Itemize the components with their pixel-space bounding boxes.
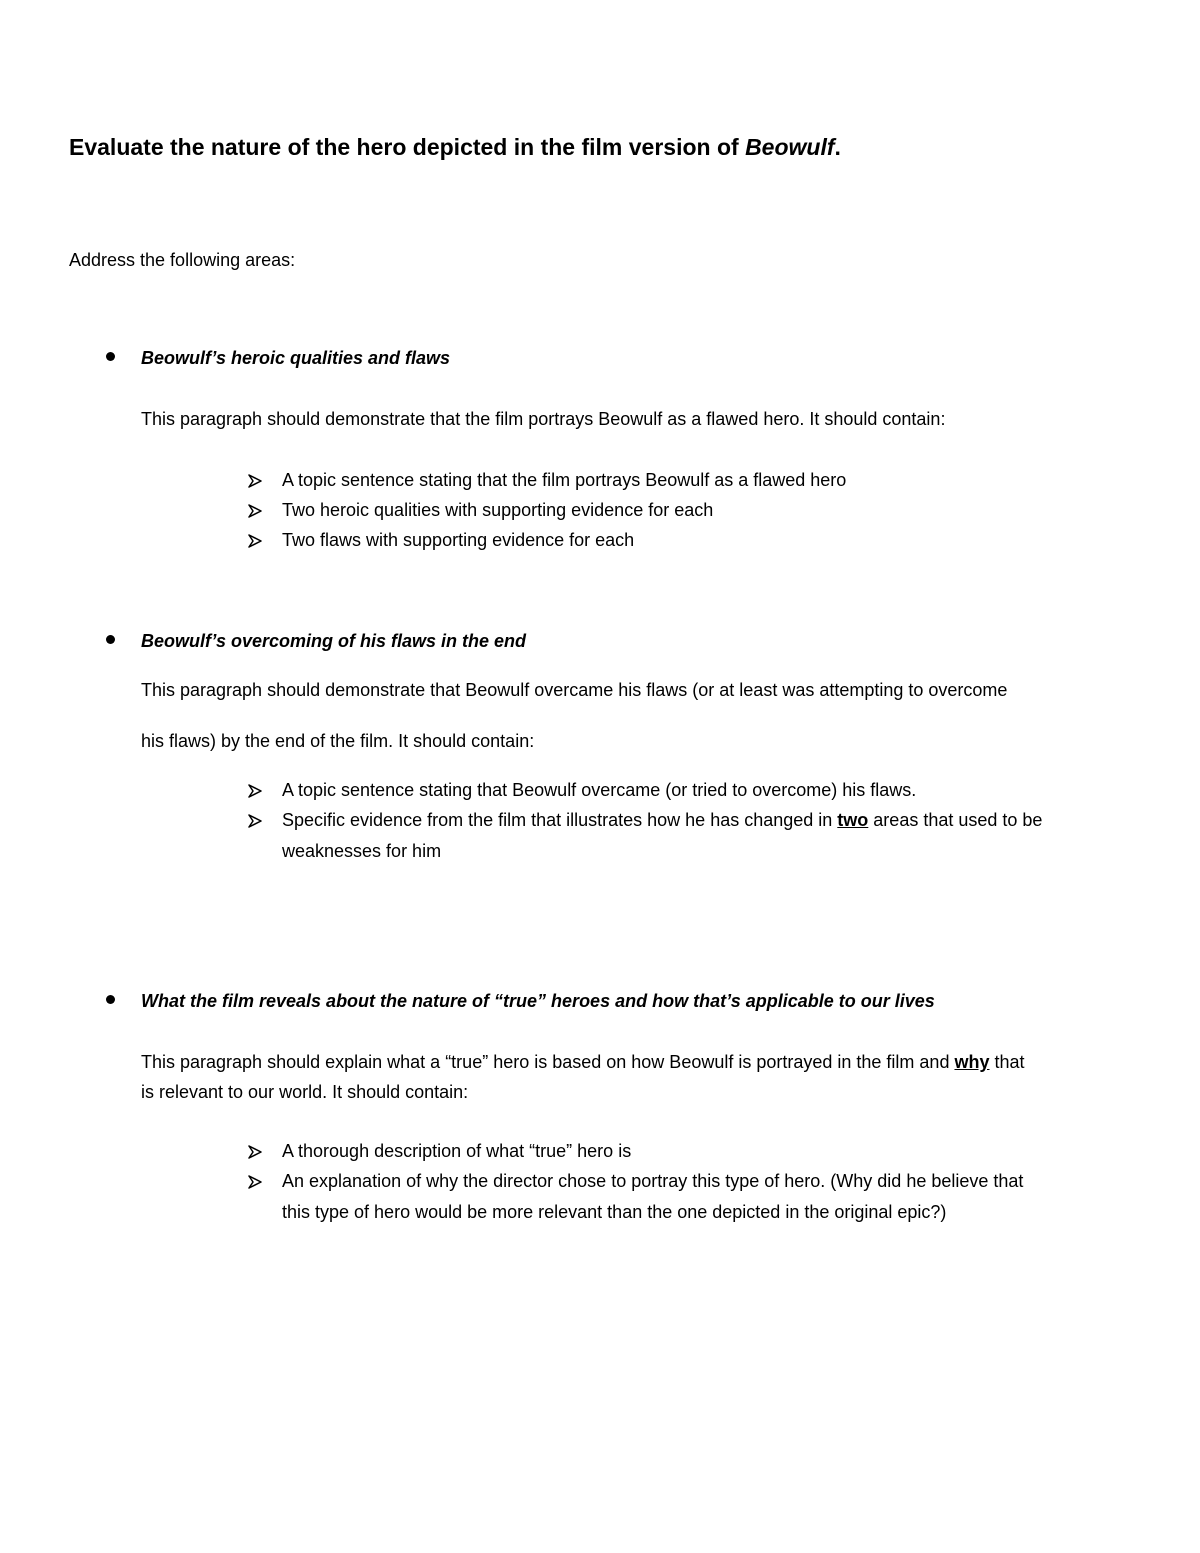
section3-paragraph-line2: is relevant to our world. It should contain: [141,1082,469,1102]
section3-item: A thorough description of what “true” hero is [282,1141,632,1161]
section1-item: Two flaws with supporting evidence for each [282,530,635,550]
item-text: Specific evidence from the film that illustrates how he has changed in [282,810,838,830]
section2-item-continuation: weaknesses for him [282,841,442,861]
page-title [69,134,841,161]
arrow-bullet-icon [247,533,263,549]
bullet-icon [106,352,115,361]
title-italic: Beowulf [745,134,835,160]
intro-text: Address the following areas: [69,250,296,270]
arrow-bullet-icon [247,503,263,519]
section3-item: An explanation of why the director chose to portray this type of hero. (Why did he believe that [282,1171,1024,1191]
arrow-bullet-icon [247,783,263,799]
arrow-bullet-icon [247,813,263,829]
section3-item-continuation: this type of hero would be more relevant than the one depicted in the original epic?) [282,1202,947,1222]
section3-paragraph-line1 [141,1052,1025,1073]
title-main: Evaluate the nature of the hero depicted in the film version of [69,134,746,160]
paragraph-text: This paragraph should explain what a “true” hero is based on how Beowulf is portrayed in the film and [141,1052,955,1072]
section2-paragraph-line1: This paragraph should demonstrate that Beowulf overcame his flaws (or at least was attempting to overcome [141,680,1008,700]
item-text: areas that used to be [868,810,1043,830]
section1-item: Two heroic qualities with supporting evidence for each [282,500,714,520]
emphasis-why: why [954,1052,990,1072]
arrow-bullet-icon [247,1144,263,1160]
section2-item: A topic sentence stating that Beowulf overcame (or tried to overcome) his flaws. [282,780,917,800]
arrow-bullet-icon [247,1174,263,1190]
section2-item [282,810,1042,831]
title-end: . [834,134,841,160]
bullet-icon [106,635,115,644]
arrow-bullet-icon [247,473,263,489]
section1-paragraph: This paragraph should demonstrate that the film portrays Beowulf as a flawed hero. It should contain: [141,409,946,429]
section2-heading: Beowulf’s overcoming of his flaws in the end [141,631,527,651]
paragraph-text: that [989,1052,1025,1072]
bullet-icon [106,995,115,1004]
section1-item: A topic sentence stating that the film portrays Beowulf as a flawed hero [282,470,847,490]
emphasis-two: two [837,810,869,830]
section3-heading: What the film reveals about the nature of “true” heroes and how that’s applicable to our lives [141,991,935,1011]
section1-heading: Beowulf’s heroic qualities and flaws [141,348,451,368]
section2-paragraph-line2: his flaws) by the end of the film. It should contain: [141,731,535,751]
